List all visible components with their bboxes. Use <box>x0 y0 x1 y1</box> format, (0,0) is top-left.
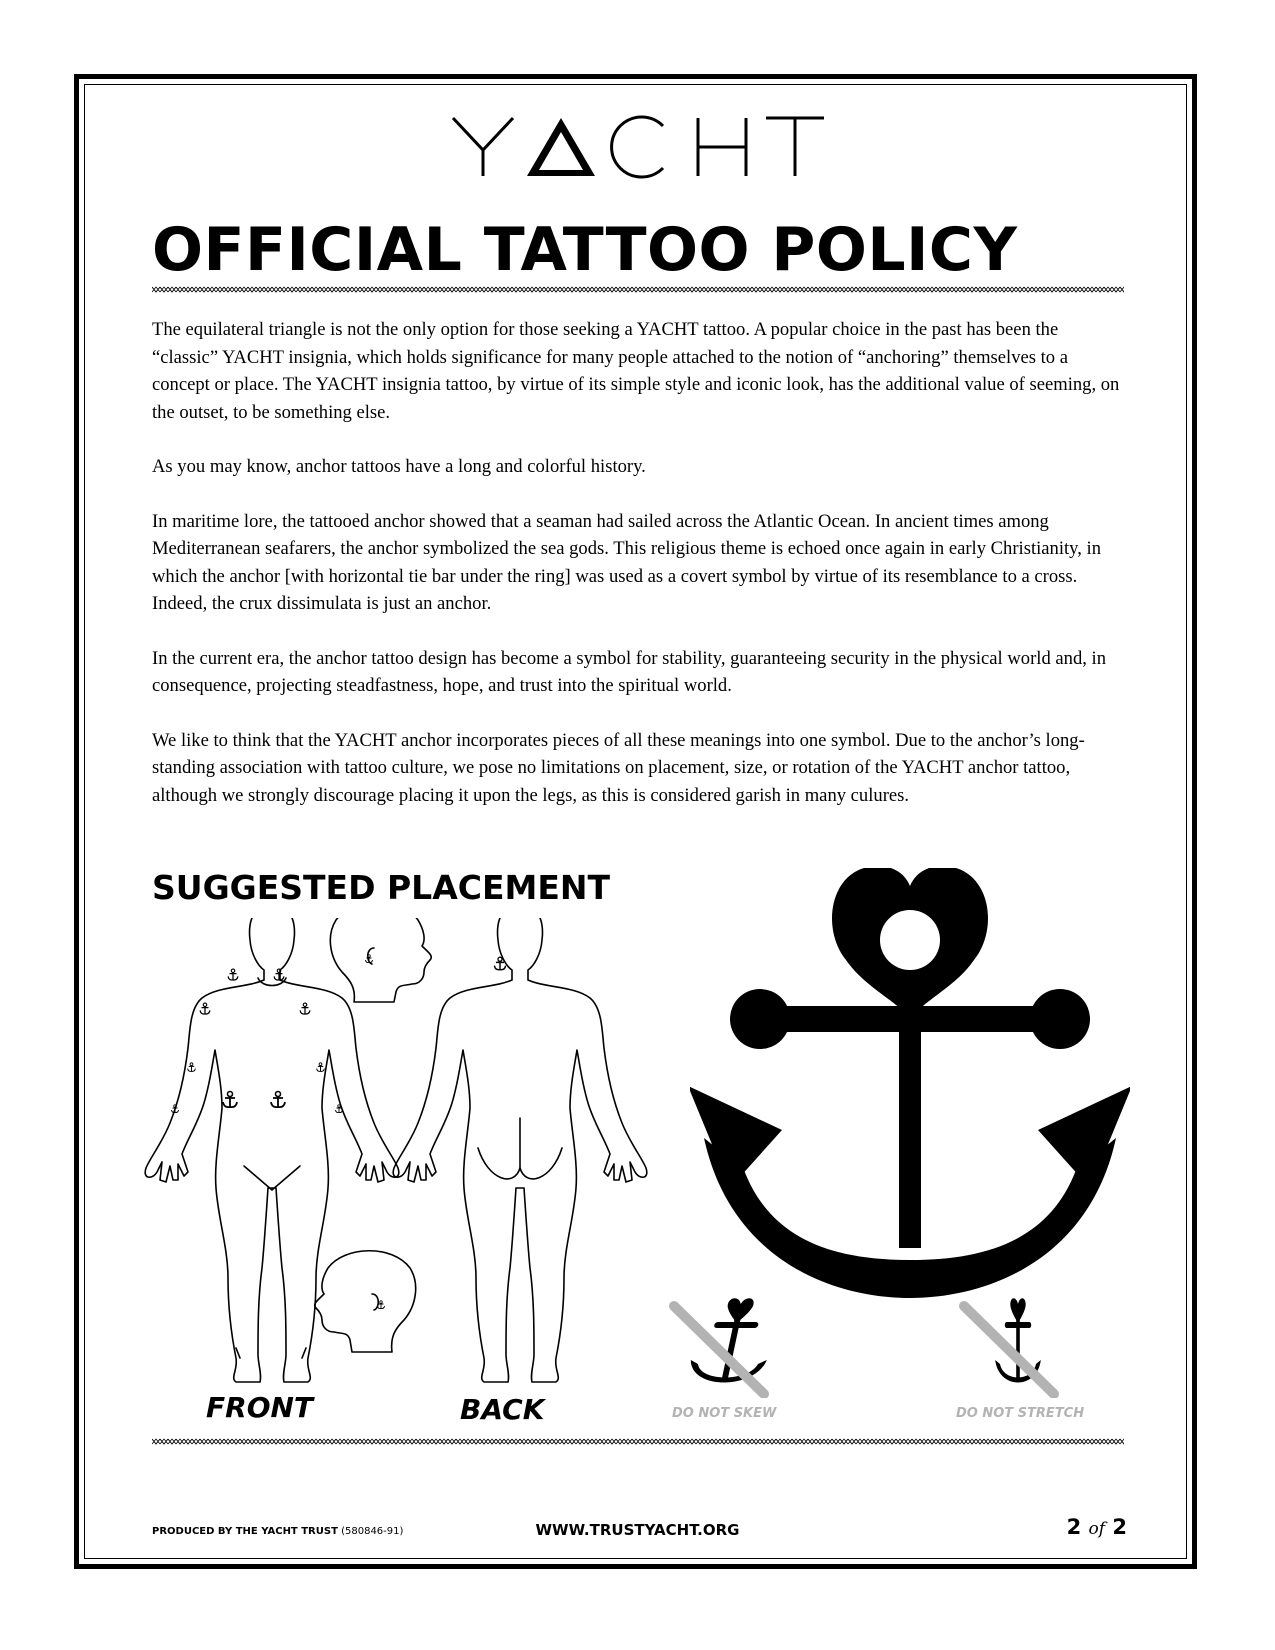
warning-skew: DO NOT SKEW <box>672 1406 777 1421</box>
yacht-logo <box>0 112 1275 188</box>
section-heading: SUGGESTED PLACEMENT <box>152 868 611 907</box>
front-label: FRONT <box>206 1391 314 1424</box>
head-profile-bottom <box>315 1251 416 1352</box>
head-profile-top <box>330 918 431 1002</box>
human-figure-back <box>393 918 647 1382</box>
decorative-divider-top <box>152 285 1124 295</box>
page-of: of <box>1088 1519 1106 1539</box>
stretched-anchor-icon <box>958 1298 1078 1398</box>
page-current: 2 <box>1066 1515 1082 1539</box>
page-total: 2 <box>1112 1515 1127 1539</box>
warning-stretch: DO NOT STRETCH <box>956 1406 1085 1421</box>
page-title: OFFICIAL TATTOO POLICY <box>152 215 1018 285</box>
policy-body <box>152 316 1124 836</box>
paragraph-current-era: In the current era, the anchor tattoo design has become a symbol for stability, guaranteeing security in the physical world and, in consequence, projecting steadfastness, hope, and trust into the spiritual world. <box>152 647 1107 696</box>
decorative-divider-bottom <box>152 1437 1124 1447</box>
yacht-triangle-logo <box>448 112 828 188</box>
paragraph-intro: The equilateral triangle is not the only option for those seeking a YACHT tattoo. A popular choice in the past has been the “classic” YACHT insignia, which holds significance for many people attached to the notion of “anchoring” themselves to a concept or place. The YACHT insignia tattoo, by virtue of its simple style and iconic look, has the additional value of seeming, on the outset, to be something else. <box>152 319 1120 423</box>
skewed-anchor-icon <box>668 1298 788 1398</box>
human-figure-front <box>145 918 399 1382</box>
page-number <box>1067 1515 1127 1539</box>
producer-code: (580846-91) <box>341 1526 404 1537</box>
paragraph-history: As you may know, anchor tattoos have a long and colorful history. <box>152 456 646 477</box>
producer-name: PRODUCED BY THE YACHT TRUST <box>152 1526 338 1537</box>
footer-url[interactable]: WWW.TRUSTYACHT.ORG <box>535 1521 740 1539</box>
paragraph-yacht-anchor: We like to think that the YACHT anchor incorporates pieces of all these meanings into one symbol. Due to the anchor’s long-standing association with tattoo culture, we pose no limitations on placement, size, or rotation of the YACHT anchor tattoo, although we strongly discourage placing it upon the legs, as this is considered garish in many culures. <box>152 729 1085 806</box>
placement-diagram <box>140 918 680 1448</box>
back-label: BACK <box>460 1393 545 1426</box>
paragraph-maritime: In maritime lore, the tattooed anchor showed that a seaman had sailed across the Atlantic Ocean. In ancient times among Mediterranean seafarers, the anchor symbolized the sea gods. This religious theme is echoed once again in early Christianity, in which the anchor [with horizontal tie bar under the ring] was used as a covert symbol by virtue of its resemblance to a cross. Indeed, the crux dissimulata is just an anchor. <box>152 510 1102 614</box>
anchor-icon <box>690 868 1130 1318</box>
